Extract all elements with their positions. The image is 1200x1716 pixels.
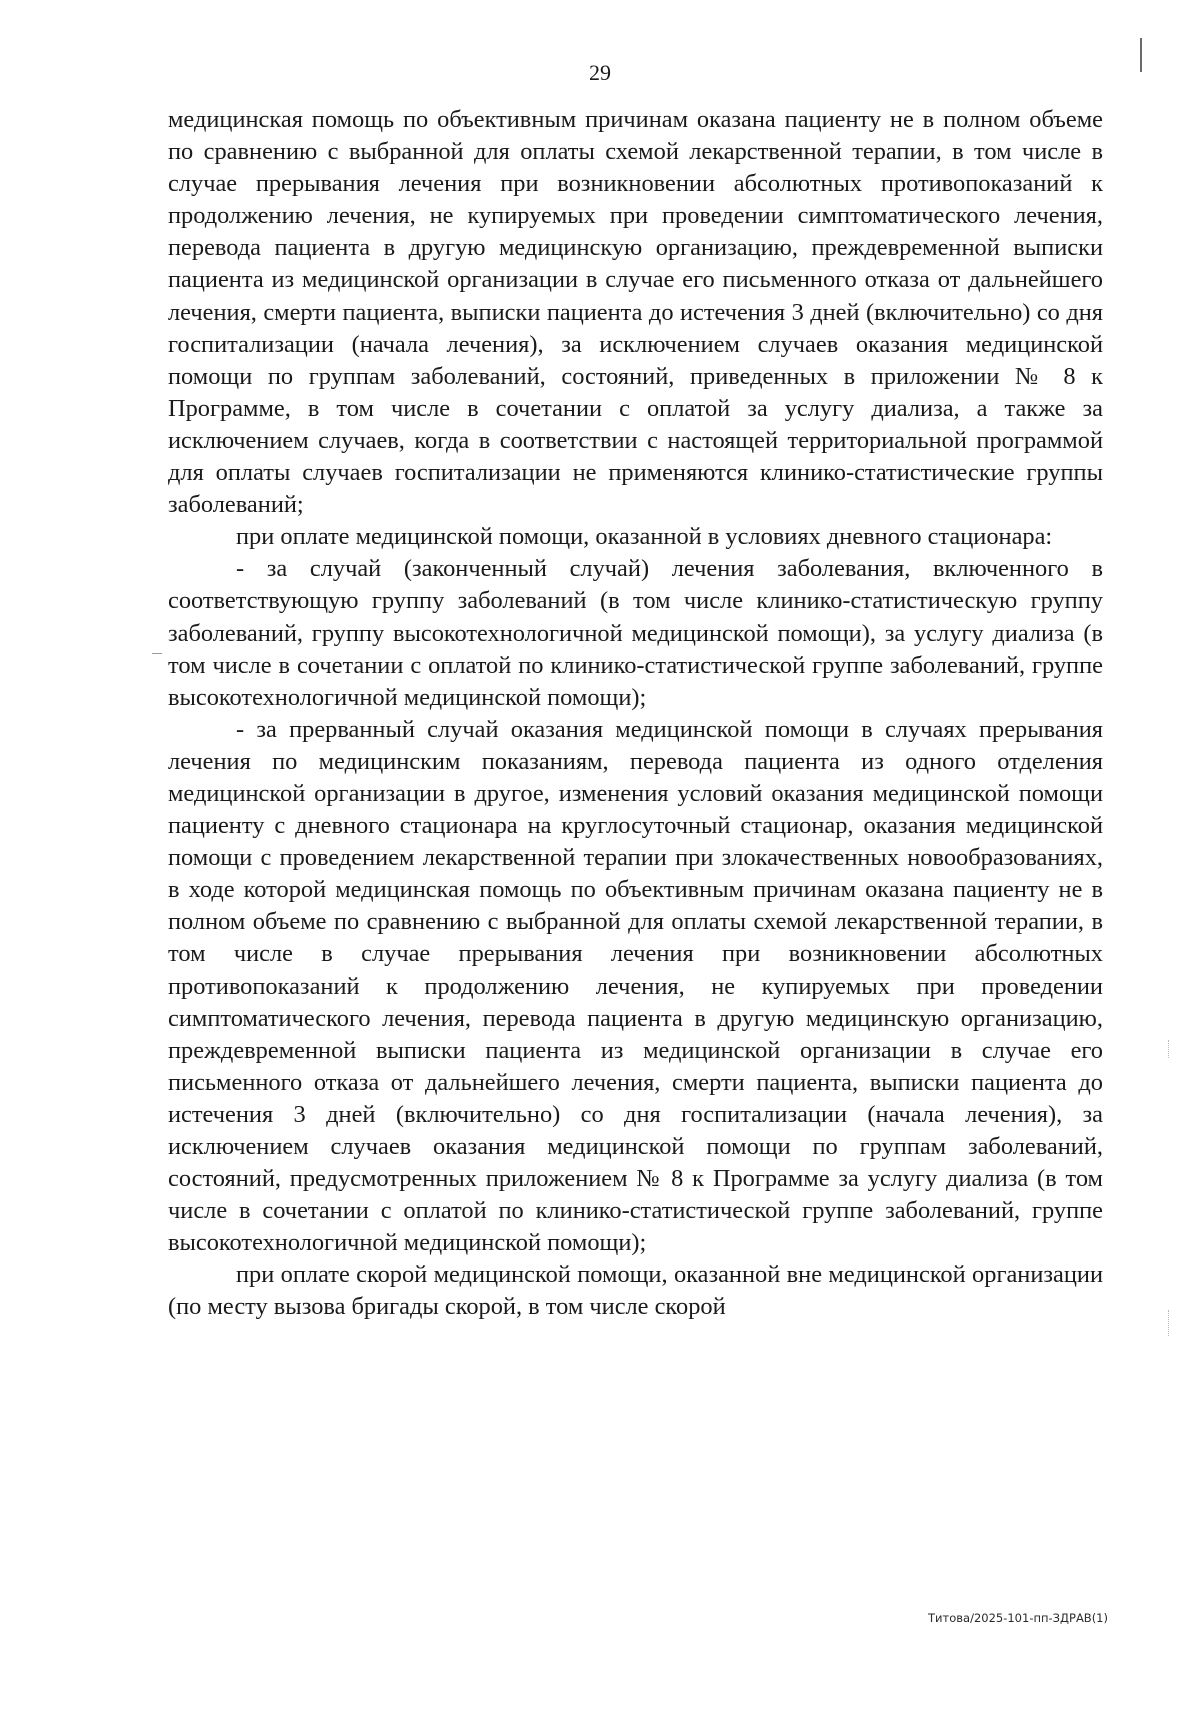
paragraph-continuation: медицинская помощь по объективным причинам оказана пациенту не в полном объеме по сравнению с выбранной для оплаты схемой лекарственной терапии, в том числе в случае прерывания лечения при возникновении абсолютных противопоказаний к продолжению лечения, не купируемых при проведении симптоматического лечения, перевода пациента в другую медицинскую организацию, преждевременной выписки пациента из медицинской организации в случае его письменного отказа от дальнейшего лечения, смерти пациента, выписки пациента до истечения 3 дней (включительно) со дня госпитализации (начала лечения), за исключением случаев оказания медицинской помощи по группам заболеваний, состояний, приведенных в приложении № 8 к Программе, в том числе в сочетании с оплатой за услугу диализа, а также за исключением случаев, когда в соответствии с настоящей территориальной программой для оплаты случаев госпитализации не применяются клинико-статистические группы заболеваний; <box>168 106 1103 519</box>
scan-artifact <box>152 653 162 654</box>
list-item-interrupted-case: - за прерванный случай оказания медицинской помощи в случаях прерывания лечения по медицинским показаниям, перевода пациента из одного отделения медицинской организации в другое, изменения условий оказания медицинской помощи пациенту с дневного стационара на круглосуточный стационар, оказания медицинской помощи с проведением лекарственной терапии при злокачественных новообразованиях, в ходе которой медицинская помощь по объективным причинам оказана пациенту не в полном объеме по сравнению с выбранной для оплаты схемой лекарственной терапии, в том числе в случае прерывания лечения при возникновении абсолютных противопоказаний к продолжению лечения, не купируемых при проведении симптоматического лечения, перевода пациента в другую медицинскую организацию, преждевременной выписки пациента из медицинской организации в случае его письменного отказа от дальнейшего лечения, смерти пациента, выписки пациента до истечения 3 дней (включительно) со дня госпитализации (начала лечения), за исключением случаев оказания медицинской помощи по группам заболеваний, состояний, предусмотренных приложением № 8 к Программе за услугу диализа (в том числе в сочетании с оплатой по клинико-статистической группе заболеваний, группе высокотехнологичной медицинской помощи); <box>168 715 1103 1257</box>
scan-artifact <box>1168 1040 1170 1058</box>
page-number: 29 <box>589 60 611 85</box>
paragraph-day-hospital: при оплате медицинской помощи, оказанной в условиях дневного стационара: <box>236 523 1053 551</box>
document-body <box>168 104 1103 1324</box>
paragraph-emergency-care: при оплате скорой медицинской помощи, оказанной вне медицинской организации (по месту вызова бригады скорой, в том числе скорой <box>168 1261 1103 1321</box>
document-id: Титова/2025-101-пп-ЗДРАВ(1) <box>928 1611 1108 1625</box>
list-item-completed-case: - за случай (законченный случай) лечения заболевания, включенного в соответствующую группу заболеваний (в том числе клинико-статистическую группу заболеваний, группу высокотехнологичной медицинской помощи), за услугу диализа (в том числе в сочетании с оплатой по клинико-статистической группе заболеваний, группе высокотехнологичной медицинской помощи); <box>168 555 1103 711</box>
scan-artifact <box>1168 1310 1170 1336</box>
